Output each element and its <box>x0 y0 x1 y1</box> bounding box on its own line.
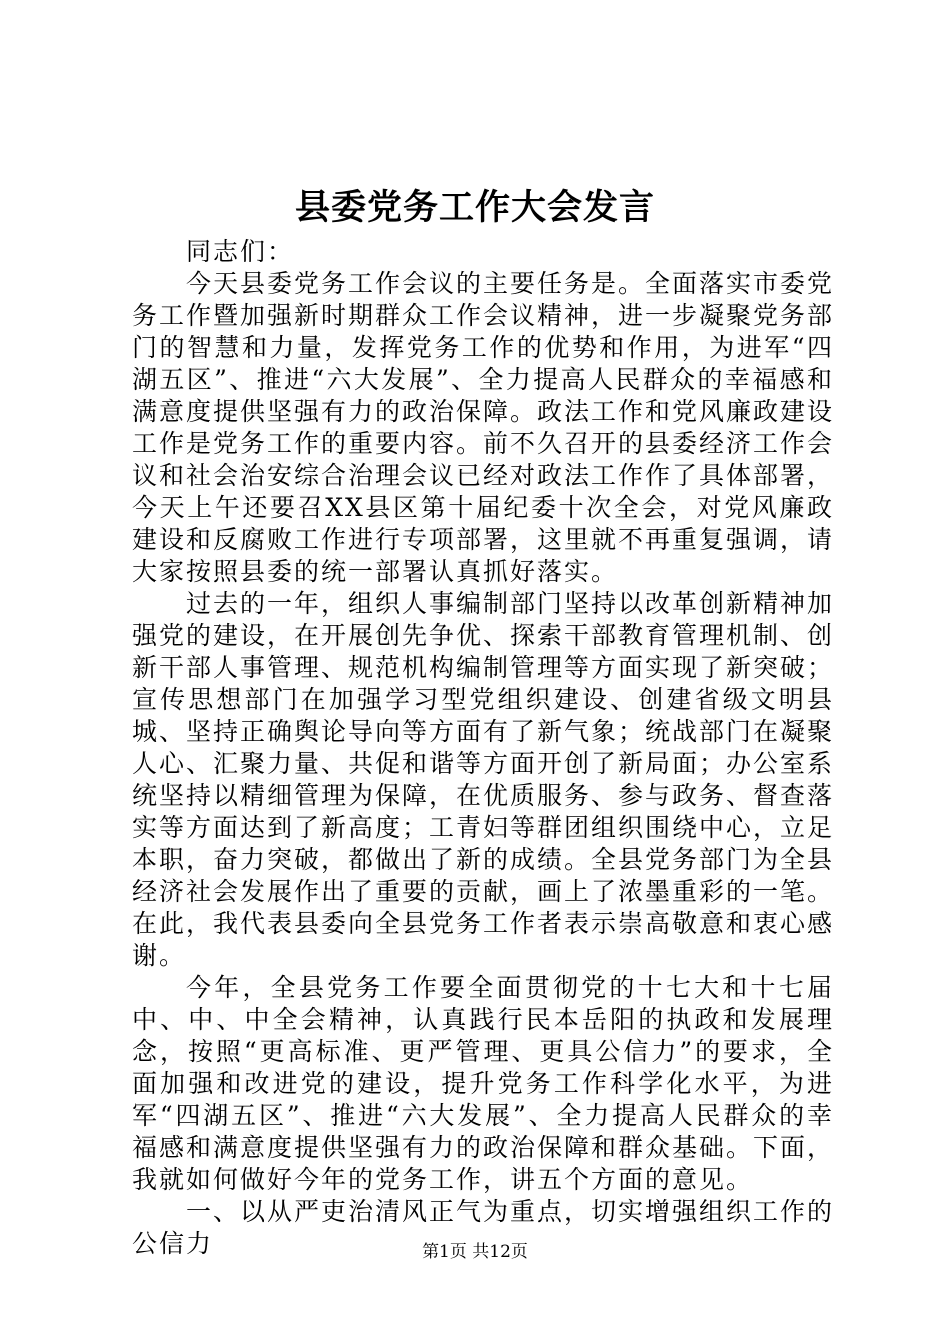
section-heading-one: 一、以从严吏治清风正气为重点，切实增强组织工作的公信力 <box>132 1197 835 1258</box>
page-footer: 第1页 共12页 <box>422 1242 528 1262</box>
paragraph-this-year: 今年，全县党务工作要全面贯彻党的十七大和十七届中、中、中全会精神，认真践行民本岳阳的执政和发展理念，按照“更高标准、更严管理、更具公信力”的要求，全面加强和改进党的建设，提升党务工作科学化水平，为进军“四湖五区”、推进“六大发展”、全力提高人民群众的幸福感和满意度提供坚强有力的政治保障和群众基础。下面，我就如何做好今年的党务工作，讲五个方面的意见。 <box>132 973 835 1194</box>
paragraph-intro: 今天县委党务工作会议的主要任务是。全面落实市委党务工作暨加强新时期群众工作会议精神，进一步凝聚党务部门的智慧和力量，发挥党务工作的优势和作用，为进军“四湖五区”、推进“六大发展”、全力提高人民群众的幸福感和满意度提供坚强有力的政治保障。政法工作和党风廉政建设工作是党务工作的重要内容。前不久召开的县委经济工作会议和社会治安综合治理会议已经对政法工作作了具体部署，今天上午还要召XX县区第十届纪委十次全会，对党风廉政建设和反腐败工作进行专项部署，这里就不再重复强调，请大家按照县委的统一部署认真抓好落实。 <box>132 269 835 586</box>
paragraph-review: 过去的一年，组织人事编制部门坚持以改革创新精神加强党的建设，在开展创先争优、探索干部教育管理机制、创新干部人事管理、规范机构编制管理等方面实现了新突破；宣传思想部门在加强学习型党组织建设、创建省级文明县城、坚持正确舆论导向等方面有了新气象；统战部门在凝聚人心、汇聚力量、共促和谐等方面开创了新局面；办公室系统坚持以精细管理为保障，在优质服务、参与政务、督查落实等方面达到了新高度；工青妇等群团组织围绕中心，立足本职，奋力突破，都做出了新的成绩。全县党务部门为全县经济社会发展作出了重要的贡献，画上了浓墨重彩的一笔。在此，我代表县委向全县党务工作者表示崇高敬意和衷心感谢。 <box>132 589 835 970</box>
document-title: 县委党务工作大会发言 <box>294 187 655 228</box>
document-body <box>132 236 834 1260</box>
salutation: 同志们： <box>186 237 295 266</box>
